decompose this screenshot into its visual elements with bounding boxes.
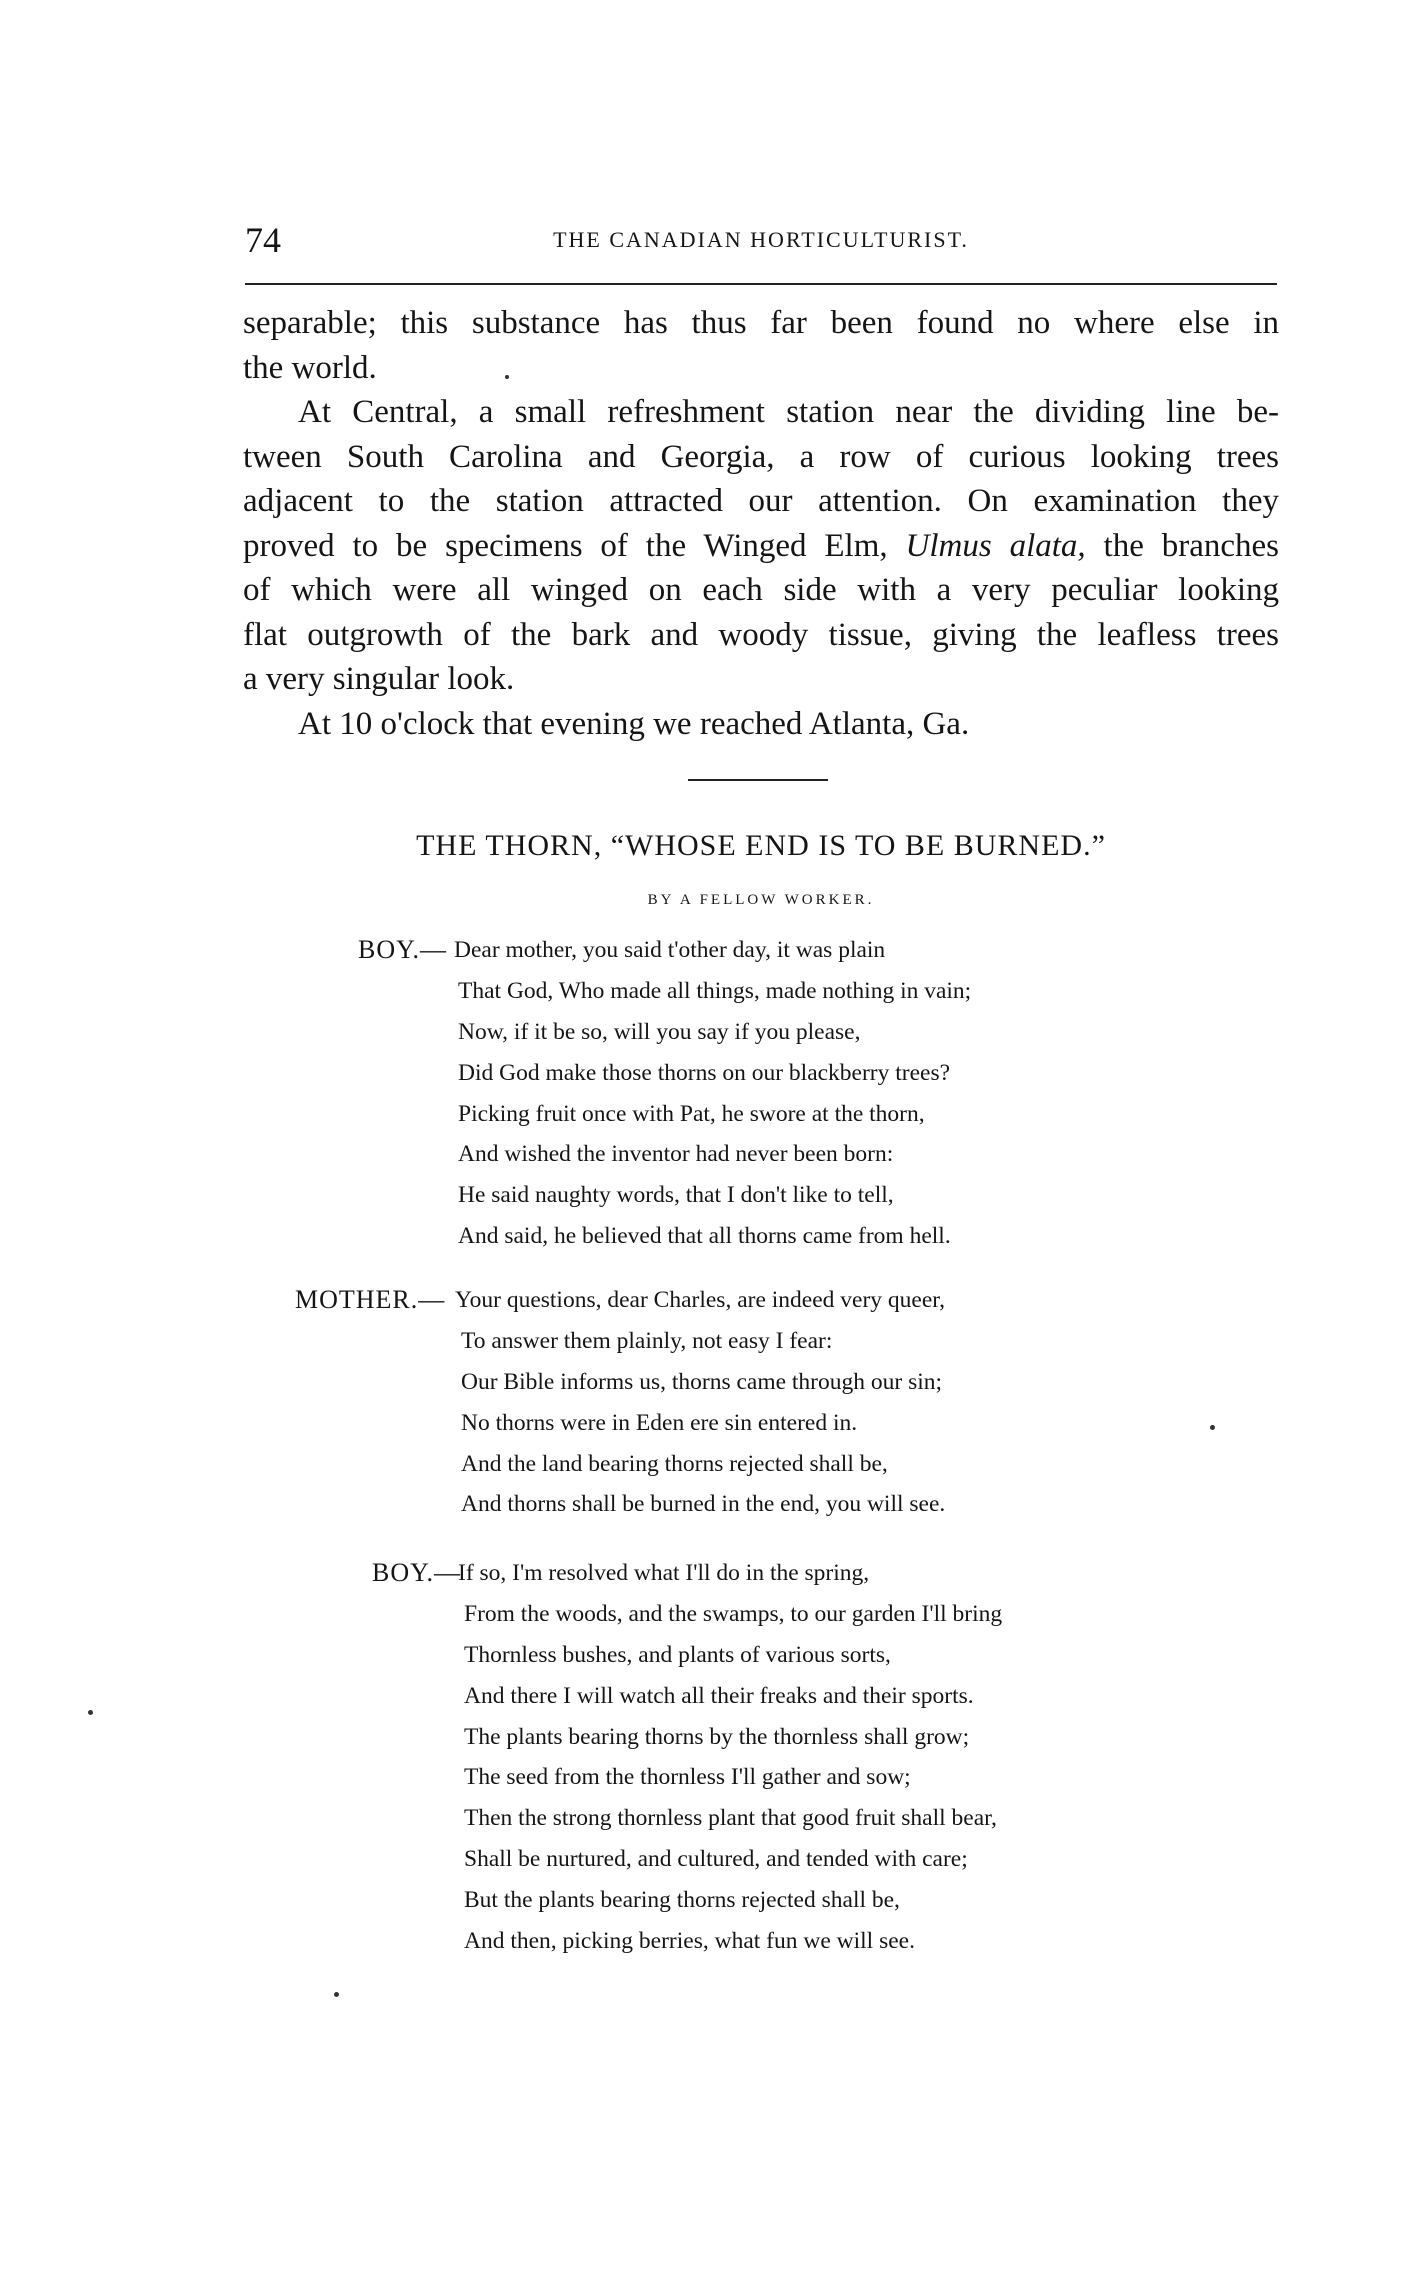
speaker-label: BOY.— <box>358 935 448 964</box>
scan-speck <box>88 1710 93 1715</box>
verse-text: And wished the inventor had never been born: <box>458 1141 894 1168</box>
header-rule <box>245 283 1277 285</box>
verse-text: And thorns shall be burned in the end, you will see. <box>461 1491 946 1518</box>
verse-text: The plants bearing thorns by the thornless shall grow; <box>464 1723 970 1750</box>
verse-text: Shall be nurtured, and cultured, and tended with care; <box>464 1846 968 1873</box>
prose-line: the world. <box>243 349 377 386</box>
verse-text: Then the strong thornless plant that good fruit shall bear, <box>464 1805 997 1832</box>
verse-text: Your questions, dear Charles, are indeed very queer, <box>455 1287 946 1313</box>
verse-text: If so, I'm resolved what I'll do in the spring, <box>458 1560 870 1586</box>
prose-fragment: the branches <box>1103 527 1279 564</box>
verse-text: Now, if it be so, will you say if you please, <box>458 1018 861 1045</box>
prose-line: of which were all winged on each side with a very peculiar looking <box>243 572 1279 608</box>
prose-line-with-italic <box>243 524 1279 569</box>
poem-title: THE THORN, “WHOSE END IS TO BE BURNED.” <box>416 829 1106 862</box>
verse-text: The seed from the thornless I'll gather and sow; <box>464 1764 911 1791</box>
verse-text: To answer them plainly, not easy I fear: <box>461 1327 833 1354</box>
poem-byline: BY A FELLOW WORKER. <box>647 892 875 908</box>
prose-line: flat outgrowth of the bark and woody tissue, giving the leafless trees <box>243 616 1279 653</box>
verse-text: And said, he believed that all thorns came from hell. <box>458 1223 951 1250</box>
prose-line: At Central, a small refreshment station near the dividing line be- <box>298 394 1279 430</box>
prose-line: separable; this substance has thus far been found no where else in <box>243 305 1279 341</box>
verse-text: He said naughty words, that I don't like to tell, <box>458 1182 894 1209</box>
page-number: 74 <box>245 220 281 260</box>
prose-line: At 10 o'clock that evening we reached Atlanta, Ga. <box>298 705 970 742</box>
prose-fragment: proved to be specimens of the Winged Elm, <box>243 527 888 564</box>
verse-text: And the land bearing thorns rejected shall be, <box>461 1450 888 1477</box>
italic-species-name: Ulmus alata, <box>905 527 1086 564</box>
verse-text: Did God make those thorns on our blackberry trees? <box>458 1059 951 1086</box>
scan-speck <box>334 1992 339 1997</box>
verse-text: Dear mother, you said t'other day, it was plain <box>454 937 886 963</box>
section-divider <box>688 779 828 781</box>
speaker-label: BOY.— <box>372 1558 462 1587</box>
verse-text: That God, Who made all things, made nothing in vain; <box>458 977 972 1004</box>
verse-text: No thorns were in Eden ere sin entered in. <box>461 1409 858 1436</box>
prose-section <box>243 301 1293 746</box>
prose-line: adjacent to the station attracted our attention. On examination they <box>243 483 1279 519</box>
speaker-label: MOTHER.— <box>295 1285 446 1314</box>
verse-text: From the woods, and the swamps, to our garden I'll bring <box>464 1600 1003 1627</box>
prose-line: tween South Carolina and Georgia, a row of curious looking trees <box>243 438 1279 475</box>
running-header <box>245 218 1277 262</box>
scan-speck <box>505 375 509 379</box>
verse-text: Thornless bushes, and plants of various sorts, <box>464 1641 891 1668</box>
verse-text: And there I will watch all their freaks and their sports. <box>464 1682 974 1709</box>
verse-text: But the plants bearing thorns rejected shall be, <box>464 1887 900 1914</box>
running-title: THE CANADIAN HORTICULTURIST. <box>553 227 969 252</box>
scan-speck <box>1210 1425 1215 1430</box>
verse-text: And then, picking berries, what fun we will see. <box>464 1928 915 1955</box>
verse-text: Our Bible informs us, thorns came through our sin; <box>461 1368 943 1395</box>
verse-text: Picking fruit once with Pat, he swore at the thorn, <box>458 1100 925 1127</box>
prose-line: a very singular look. <box>243 661 515 697</box>
